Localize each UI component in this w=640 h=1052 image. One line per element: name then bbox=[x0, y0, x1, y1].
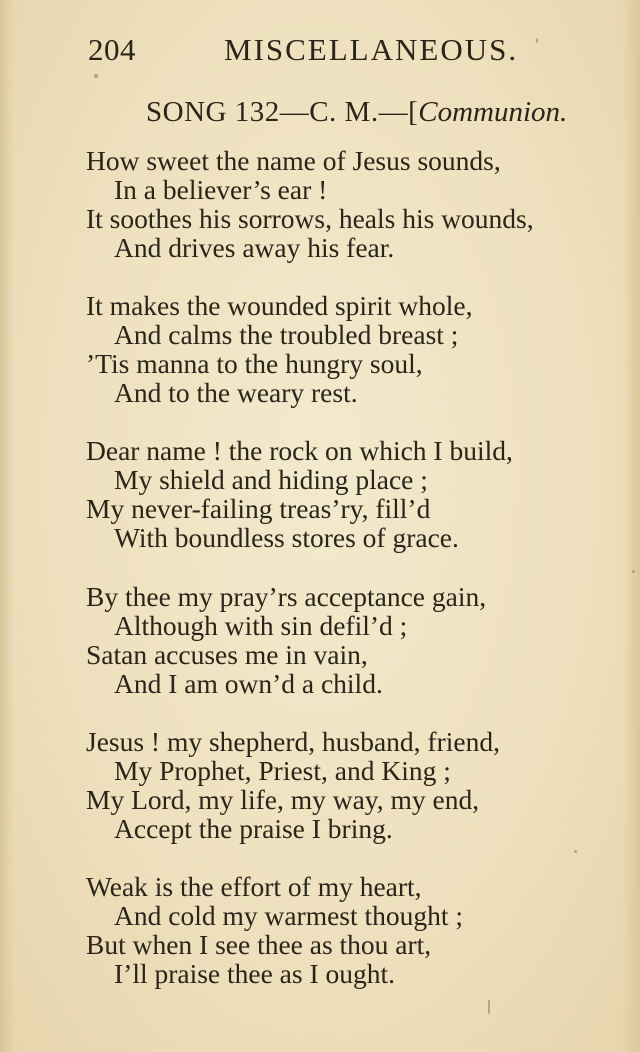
verse-line: Accept the praise I bring. bbox=[114, 813, 393, 844]
verse-line: And cold my warmest thought ; bbox=[114, 900, 464, 931]
song-title-topic: Communion. bbox=[418, 96, 568, 128]
verse-line: Dear name ! the rock on which I build, bbox=[86, 435, 513, 466]
verse-line: In a believer’s ear ! bbox=[114, 174, 328, 205]
verse-line: ’Tis manna to the hungry soul, bbox=[86, 348, 423, 379]
song-title bbox=[146, 96, 567, 129]
verse-line: My Lord, my life, my way, my end, bbox=[86, 784, 480, 815]
verse-line: Weak is the effort of my heart, bbox=[86, 871, 422, 902]
verse-line: By thee my pray’rs acceptance gain, bbox=[86, 581, 487, 612]
stanza-1 bbox=[86, 146, 606, 262]
verse-line: And I am own’d a child. bbox=[114, 668, 383, 699]
stanza-3 bbox=[86, 436, 606, 552]
verse-line: My shield and hiding place ; bbox=[114, 464, 428, 495]
verse-line: Although with sin defil’d ; bbox=[114, 610, 408, 641]
stanza-4 bbox=[86, 582, 606, 698]
page-edge-shadow-right bbox=[622, 0, 640, 1052]
paper-speck bbox=[574, 850, 577, 853]
paper-speck bbox=[488, 1000, 490, 1014]
page-header bbox=[84, 28, 524, 72]
verse-line: My Prophet, Priest, and King ; bbox=[114, 755, 451, 786]
running-head: MISCELLANEOUS. bbox=[224, 32, 519, 67]
stanza-5 bbox=[86, 727, 606, 843]
verse-line: It soothes his sorrows, heals his wounds, bbox=[86, 203, 534, 234]
paper-speck bbox=[536, 38, 538, 43]
paper-speck bbox=[94, 74, 98, 78]
page-number: 204 bbox=[88, 32, 136, 67]
song-title-prefix: SONG 132—C. M.—[ bbox=[146, 96, 419, 128]
verse-line: And drives away his fear. bbox=[114, 232, 395, 263]
verse-line: Satan accuses me in vain, bbox=[86, 639, 368, 670]
verse-line: I’ll praise thee as I ought. bbox=[114, 958, 396, 989]
verse-line: It makes the wounded spirit whole, bbox=[86, 290, 473, 321]
verse-line: My never-failing treas’ry, fill’d bbox=[86, 493, 431, 524]
stanza-2 bbox=[86, 291, 606, 407]
stanza-6 bbox=[86, 872, 606, 988]
verse-line: How sweet the name of Jesus sounds, bbox=[86, 145, 501, 176]
page-edge-shadow-left bbox=[0, 0, 14, 1052]
verse-line: With boundless stores of grace. bbox=[114, 522, 459, 553]
verse-line: And to the weary rest. bbox=[114, 377, 358, 408]
verse-line: But when I see thee as thou art, bbox=[86, 929, 432, 960]
verse-line: Jesus ! my shepherd, husband, friend, bbox=[86, 726, 500, 757]
paper-speck bbox=[632, 570, 635, 573]
verse-line: And calms the troubled breast ; bbox=[114, 319, 459, 350]
